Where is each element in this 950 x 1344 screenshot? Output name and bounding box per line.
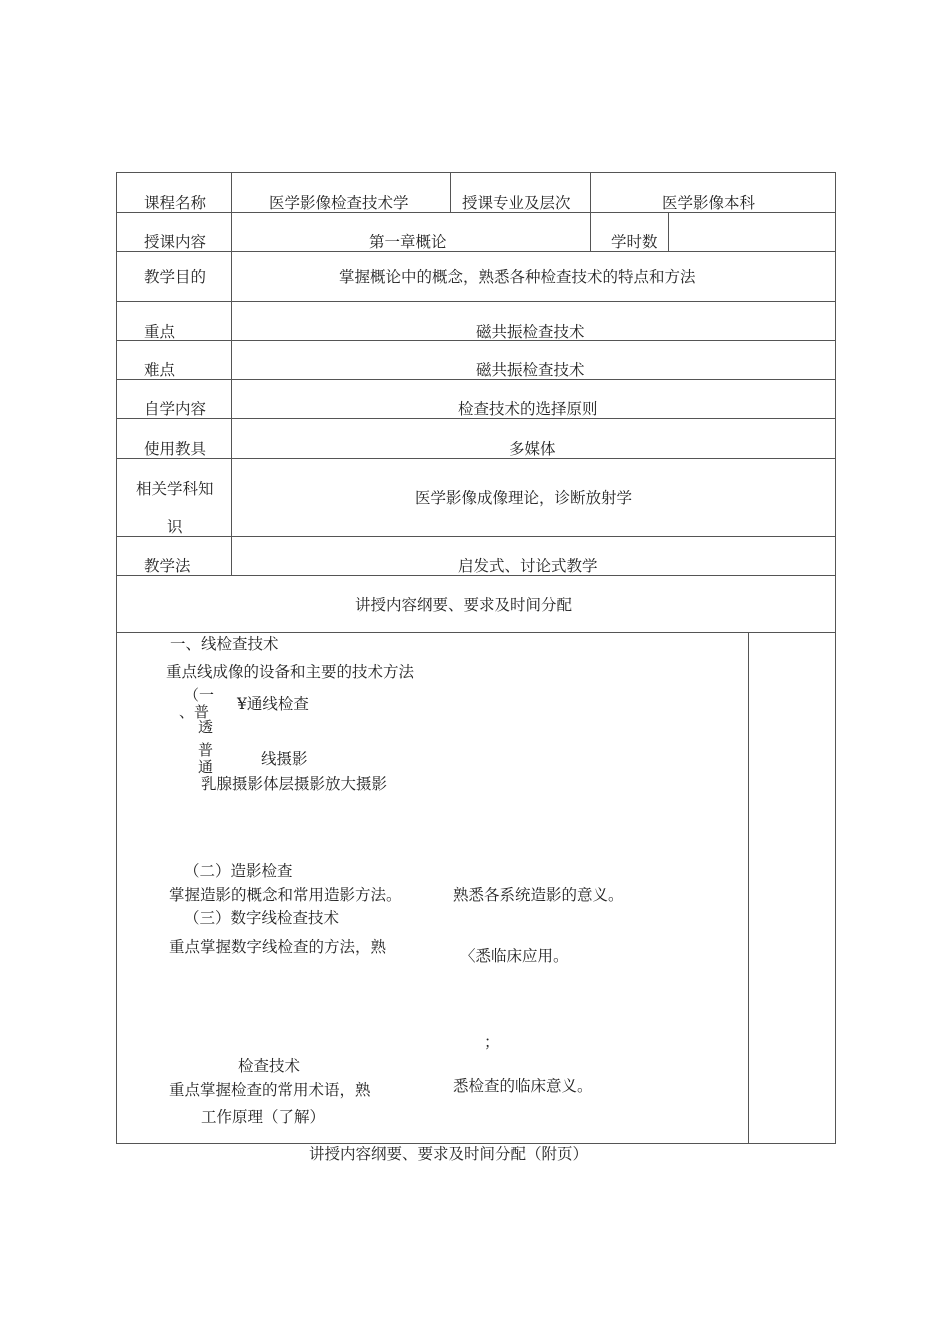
hours-label: 学时数 [611, 233, 658, 251]
outline-line: 透 [198, 718, 214, 736]
outline-line: 一、线检查技术 [170, 635, 279, 653]
row-divider [116, 575, 836, 576]
outline-line: （一 [184, 686, 215, 704]
outline-line: 重点线成像的设备和主要的技术方法 [166, 663, 415, 681]
outline-line: 检查技术 [238, 1057, 301, 1075]
row-divider [116, 632, 836, 633]
table-border-bottom [116, 1143, 836, 1144]
outline-line: 重点掌握数字线检查的方法，熟 [169, 938, 387, 956]
major-label: 授课专业及层次 [462, 194, 571, 212]
major-value: 医学影像本科 [662, 194, 756, 212]
outline-line: 乳腺摄影体层摄影放大摄影 [201, 775, 388, 793]
row-divider [116, 418, 836, 419]
outline-line: （三）数字线检查技术 [184, 909, 340, 927]
related-value: 医学影像成像理论，诊断放射学 [415, 489, 633, 507]
table-border-left [116, 172, 117, 1143]
key-value: 磁共振检查技术 [476, 323, 585, 341]
outline-line: 〈悉临床应用。 [460, 947, 569, 965]
self-study-value: 检查技术的选择原则 [458, 400, 598, 418]
column-divider [590, 172, 591, 251]
label-column-divider [231, 172, 232, 575]
outline-line: 普 [198, 741, 214, 759]
course-name-label: 课程名称 [144, 194, 207, 212]
row-divider [116, 301, 836, 302]
row-divider [116, 212, 836, 213]
table-border-right [835, 172, 836, 1143]
outline-column-divider [748, 632, 749, 1143]
outline-line: 工作原理（了解） [201, 1108, 326, 1126]
related-label-line2: 识 [167, 518, 183, 536]
outline-line: 熟悉各系统造影的意义。 [453, 886, 624, 904]
outline-line: （二）造影检查 [184, 862, 293, 880]
method-value: 启发式、讨论式教学 [458, 557, 598, 575]
related-label-line1: 相关学科知 [136, 480, 214, 498]
content-label: 授课内容 [144, 233, 207, 251]
tools-label: 使用教具 [144, 440, 207, 458]
footer-caption: 讲授内容纲要、要求及时间分配（附页） [309, 1145, 589, 1163]
content-value: 第一章概论 [369, 233, 447, 251]
goal-value: 掌握概论中的概念，熟悉各种检查技术的特点和方法 [339, 268, 696, 286]
outline-line: ； [484, 1033, 500, 1051]
outline-line: 悉检查的临床意义。 [453, 1077, 593, 1095]
outline-line: ¥通线检查 [237, 695, 309, 713]
method-label: 教学法 [144, 557, 191, 575]
key-label: 重点 [144, 323, 176, 341]
outline-header: 讲授内容纲要、要求及时间分配 [355, 596, 573, 614]
column-divider [450, 172, 451, 212]
column-divider [668, 212, 669, 251]
outline-line: 、普 [179, 703, 210, 721]
difficulty-value: 磁共振检查技术 [476, 361, 585, 379]
row-divider [116, 458, 836, 459]
row-divider [116, 379, 836, 380]
course-name-value: 医学影像检查技术学 [269, 194, 409, 212]
self-study-label: 自学内容 [144, 400, 207, 418]
row-divider [116, 536, 836, 537]
row-divider [116, 251, 836, 252]
tools-value: 多媒体 [509, 440, 556, 458]
outline-line: 重点掌握检查的常用术语，熟 [169, 1081, 371, 1099]
goal-label: 教学目的 [144, 268, 207, 286]
table-border-top [116, 172, 836, 173]
outline-line: 线摄影 [261, 750, 308, 768]
outline-line: 通 [198, 758, 214, 776]
outline-line: 掌握造影的概念和常用造影方法。 [169, 886, 402, 904]
difficulty-label: 难点 [144, 361, 176, 379]
